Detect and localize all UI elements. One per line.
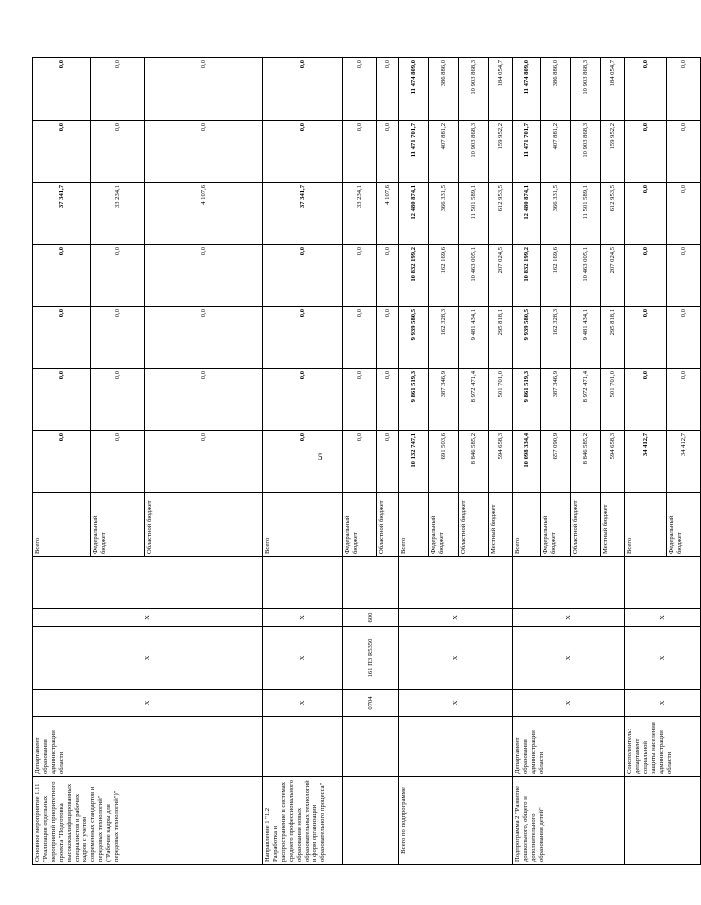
code-cell: X — [33, 609, 263, 627]
code-cell — [399, 557, 513, 609]
value-cell: 8 846 585,2 — [571, 431, 601, 493]
value-cell: 10 463 005,1 — [459, 245, 489, 307]
executor-cell — [399, 717, 513, 777]
event-name-cell: Всего по подпрограмме — [399, 777, 513, 865]
value-cell: 10 903 868,3 — [459, 121, 489, 183]
value-cell: 0,0 — [625, 121, 667, 183]
value-cell: 11 474 809,0 — [513, 58, 541, 121]
value-cell: 8 846 585,2 — [459, 431, 489, 493]
funding-source-cell: Местный бюджет — [489, 493, 513, 557]
table-row — [33, 58, 91, 865]
code-cell: X — [625, 690, 701, 717]
executor-cell — [343, 717, 399, 777]
value-cell: 386 886,0 — [541, 58, 571, 121]
value-cell: 501 701,0 — [489, 369, 513, 431]
value-cell: 11 471 701,7 — [399, 121, 429, 183]
value-cell: 33 234,1 — [91, 183, 145, 245]
value-cell: 11 501 589,1 — [459, 183, 489, 245]
value-cell: 0,0 — [263, 121, 343, 183]
page-number: 5 — [318, 452, 323, 462]
funding-source-cell: Федеральный бюджет — [91, 493, 145, 557]
value-cell: 0,0 — [377, 369, 399, 431]
funding-source-cell: Всего — [399, 493, 429, 557]
value-cell: 9 481 434,1 — [459, 307, 489, 369]
value-cell: 184 054,7 — [601, 58, 625, 121]
table-row — [263, 58, 343, 865]
event-name-cell: Направление 1 "1.2 Разработка и распространение в системах среднего профессионального образования новых образовательных технологий и форм организации образовательного процесса" — [263, 777, 343, 865]
value-cell: 0,0 — [377, 121, 399, 183]
value-cell: 10 463 005,1 — [571, 245, 601, 307]
value-cell: 0,0 — [263, 245, 343, 307]
value-cell: 207 024,5 — [601, 245, 625, 307]
code-cell — [625, 557, 701, 609]
value-cell: 0,0 — [145, 121, 263, 183]
value-cell: 207 024,5 — [489, 245, 513, 307]
value-cell: 295 818,1 — [601, 307, 625, 369]
value-cell: 0,0 — [33, 431, 91, 493]
funding-source-cell: Всего — [513, 493, 541, 557]
funding-source-cell: Федеральный бюджет — [667, 493, 701, 557]
event-name-cell — [625, 777, 701, 865]
value-cell: 366 331,5 — [429, 183, 459, 245]
value-cell: 4 107,6 — [145, 183, 263, 245]
value-cell: 11 474 809,0 — [399, 58, 429, 121]
value-cell: 159 952,2 — [601, 121, 625, 183]
code-cell — [513, 557, 625, 609]
value-cell: 0,0 — [343, 431, 377, 493]
budget-table — [32, 57, 701, 865]
value-cell: 0,0 — [343, 121, 377, 183]
value-cell: 0,0 — [377, 58, 399, 121]
table-row — [625, 58, 667, 865]
code-cell: X — [513, 690, 625, 717]
funding-source-cell: Всего — [263, 493, 343, 557]
value-cell: 0,0 — [625, 369, 667, 431]
value-cell: 0,0 — [625, 58, 667, 121]
value-cell: 0,0 — [91, 307, 145, 369]
value-cell: 9 481 434,1 — [571, 307, 601, 369]
value-cell: 295 818,1 — [489, 307, 513, 369]
table-row — [513, 58, 541, 865]
value-cell: 387 346,9 — [429, 369, 459, 431]
value-cell: 594 658,3 — [489, 431, 513, 493]
value-cell: 387 346,9 — [541, 369, 571, 431]
value-cell: 612 953,5 — [601, 183, 625, 245]
value-cell: 0,0 — [377, 431, 399, 493]
funding-source-cell: Всего — [33, 493, 91, 557]
rotated-table-container — [32, 57, 687, 865]
value-cell: 12 480 874,1 — [399, 183, 429, 245]
value-cell: 0,0 — [625, 245, 667, 307]
value-cell: 8 972 471,4 — [459, 369, 489, 431]
funding-source-cell: Всего — [625, 493, 667, 557]
value-cell: 10 903 868,3 — [571, 121, 601, 183]
value-cell: 162 169,6 — [541, 245, 571, 307]
executor-cell — [263, 717, 343, 777]
value-cell: 0,0 — [33, 245, 91, 307]
value-cell: 162 169,6 — [429, 245, 459, 307]
value-cell: 0,0 — [33, 121, 91, 183]
value-cell: 10 832 199,2 — [513, 245, 541, 307]
value-cell: 0,0 — [667, 245, 701, 307]
code-cell — [343, 557, 399, 609]
value-cell: 12 480 874,1 — [513, 183, 541, 245]
value-cell: 0,0 — [263, 431, 343, 493]
code-cell: X — [263, 609, 343, 627]
value-cell: 0,0 — [91, 245, 145, 307]
value-cell: 594 658,3 — [601, 431, 625, 493]
code-cell — [33, 557, 263, 609]
value-cell: 0,0 — [33, 58, 91, 121]
table-row — [343, 58, 377, 865]
funding-source-cell: Областной бюджет — [571, 493, 601, 557]
value-cell: 10 132 747,1 — [399, 431, 429, 493]
value-cell: 0,0 — [91, 58, 145, 121]
value-cell: 34 412,7 — [625, 431, 667, 493]
value-cell: 691 503,6 — [429, 431, 459, 493]
value-cell: 0,0 — [263, 58, 343, 121]
value-cell: 9 861 519,3 — [513, 369, 541, 431]
code-cell: X — [625, 609, 701, 627]
code-cell: X — [399, 609, 513, 627]
value-cell: 37 341,7 — [33, 183, 91, 245]
value-cell: 159 952,2 — [489, 121, 513, 183]
funding-source-cell: Областной бюджет — [377, 493, 399, 557]
value-cell: 9 939 580,5 — [513, 307, 541, 369]
value-cell: 0,0 — [377, 245, 399, 307]
value-cell: 0,0 — [667, 369, 701, 431]
funding-source-cell: Федеральный бюджет — [429, 493, 459, 557]
value-cell: 0,0 — [377, 307, 399, 369]
value-cell: 8 972 471,4 — [571, 369, 601, 431]
event-name-cell: Подпрограмма 2 "Развитие дошкольного, общего и дополнительного образования детей" — [513, 777, 625, 865]
value-cell: 10 903 868,3 — [571, 58, 601, 121]
value-cell: 0,0 — [145, 307, 263, 369]
value-cell: 501 701,0 — [601, 369, 625, 431]
value-cell: 0,0 — [91, 431, 145, 493]
value-cell: 10 832 199,2 — [399, 245, 429, 307]
value-cell: 162 328,3 — [541, 307, 571, 369]
value-cell: 0,0 — [145, 369, 263, 431]
value-cell: 0,0 — [91, 369, 145, 431]
value-cell: 0,0 — [33, 369, 91, 431]
value-cell: 0,0 — [33, 307, 91, 369]
code-cell: X — [399, 627, 513, 690]
funding-source-cell: Областной бюджет — [459, 493, 489, 557]
executor-cell: Департамент образования администрации области — [33, 717, 263, 777]
value-cell: 0,0 — [263, 307, 343, 369]
value-cell: 37 341,7 — [263, 183, 343, 245]
value-cell: 0,0 — [667, 58, 701, 121]
code-cell: X — [263, 627, 343, 690]
code-cell: X — [33, 627, 263, 690]
value-cell: 657 090,9 — [541, 431, 571, 493]
code-cell: 161 П3 R5350 — [343, 627, 399, 690]
value-cell: 33 234,1 — [343, 183, 377, 245]
value-cell: 407 881,2 — [429, 121, 459, 183]
code-cell: X — [625, 627, 701, 690]
value-cell: 0,0 — [343, 245, 377, 307]
value-cell: 407 881,2 — [541, 121, 571, 183]
value-cell: 184 054,7 — [489, 58, 513, 121]
code-cell — [263, 557, 343, 609]
event-name-cell: Основное мероприятие 1.11 "Реализация отдельных мероприятий приоритетного проекта "Подготовка высококвалифицированных специалистов и рабочих кадров с учетом современных стандартов и передовых технологий" ("Рабочие кадры для передовых технологий")" — [33, 777, 263, 865]
value-cell: 612 953,5 — [489, 183, 513, 245]
value-cell: 9 939 580,5 — [399, 307, 429, 369]
value-cell: 0,0 — [343, 307, 377, 369]
code-cell: X — [263, 690, 343, 717]
value-cell: 366 331,5 — [541, 183, 571, 245]
table-row — [399, 58, 429, 865]
value-cell: 10 098 334,4 — [513, 431, 541, 493]
value-cell: 0,0 — [145, 58, 263, 121]
funding-source-cell: Областной бюджет — [145, 493, 263, 557]
value-cell: 0,0 — [667, 183, 701, 245]
value-cell: 162 328,3 — [429, 307, 459, 369]
code-cell: X — [513, 609, 625, 627]
value-cell: 0,0 — [667, 121, 701, 183]
value-cell: 0,0 — [343, 58, 377, 121]
funding-source-cell: Федеральный бюджет — [541, 493, 571, 557]
event-name-cell — [343, 777, 399, 865]
value-cell: 0,0 — [343, 369, 377, 431]
value-cell: 0,0 — [145, 245, 263, 307]
value-cell: 11 501 589,1 — [571, 183, 601, 245]
value-cell: 0,0 — [145, 431, 263, 493]
value-cell: 10 903 868,3 — [459, 58, 489, 121]
funding-source-cell: Местный бюджет — [601, 493, 625, 557]
executor-cell: Департамент образования администрации области — [513, 717, 625, 777]
value-cell: 0,0 — [263, 369, 343, 431]
value-cell: 0,0 — [667, 307, 701, 369]
value-cell: 0,0 — [91, 121, 145, 183]
code-cell: X — [513, 627, 625, 690]
value-cell: 9 861 519,3 — [399, 369, 429, 431]
code-cell: 600 — [343, 609, 399, 627]
value-cell: 0,0 — [625, 183, 667, 245]
value-cell: 386 886,0 — [429, 58, 459, 121]
value-cell: 11 471 701,7 — [513, 121, 541, 183]
executor-cell: Соисполнитель: департамент социальной защиты населения администрации области — [625, 717, 701, 777]
value-cell: 34 412,7 — [667, 431, 701, 493]
value-cell: 0,0 — [625, 307, 667, 369]
funding-source-cell: Федеральный бюджет — [343, 493, 377, 557]
code-cell: 0704 — [343, 690, 399, 717]
code-cell: X — [33, 690, 263, 717]
value-cell: 4 107,6 — [377, 183, 399, 245]
code-cell: X — [399, 690, 513, 717]
